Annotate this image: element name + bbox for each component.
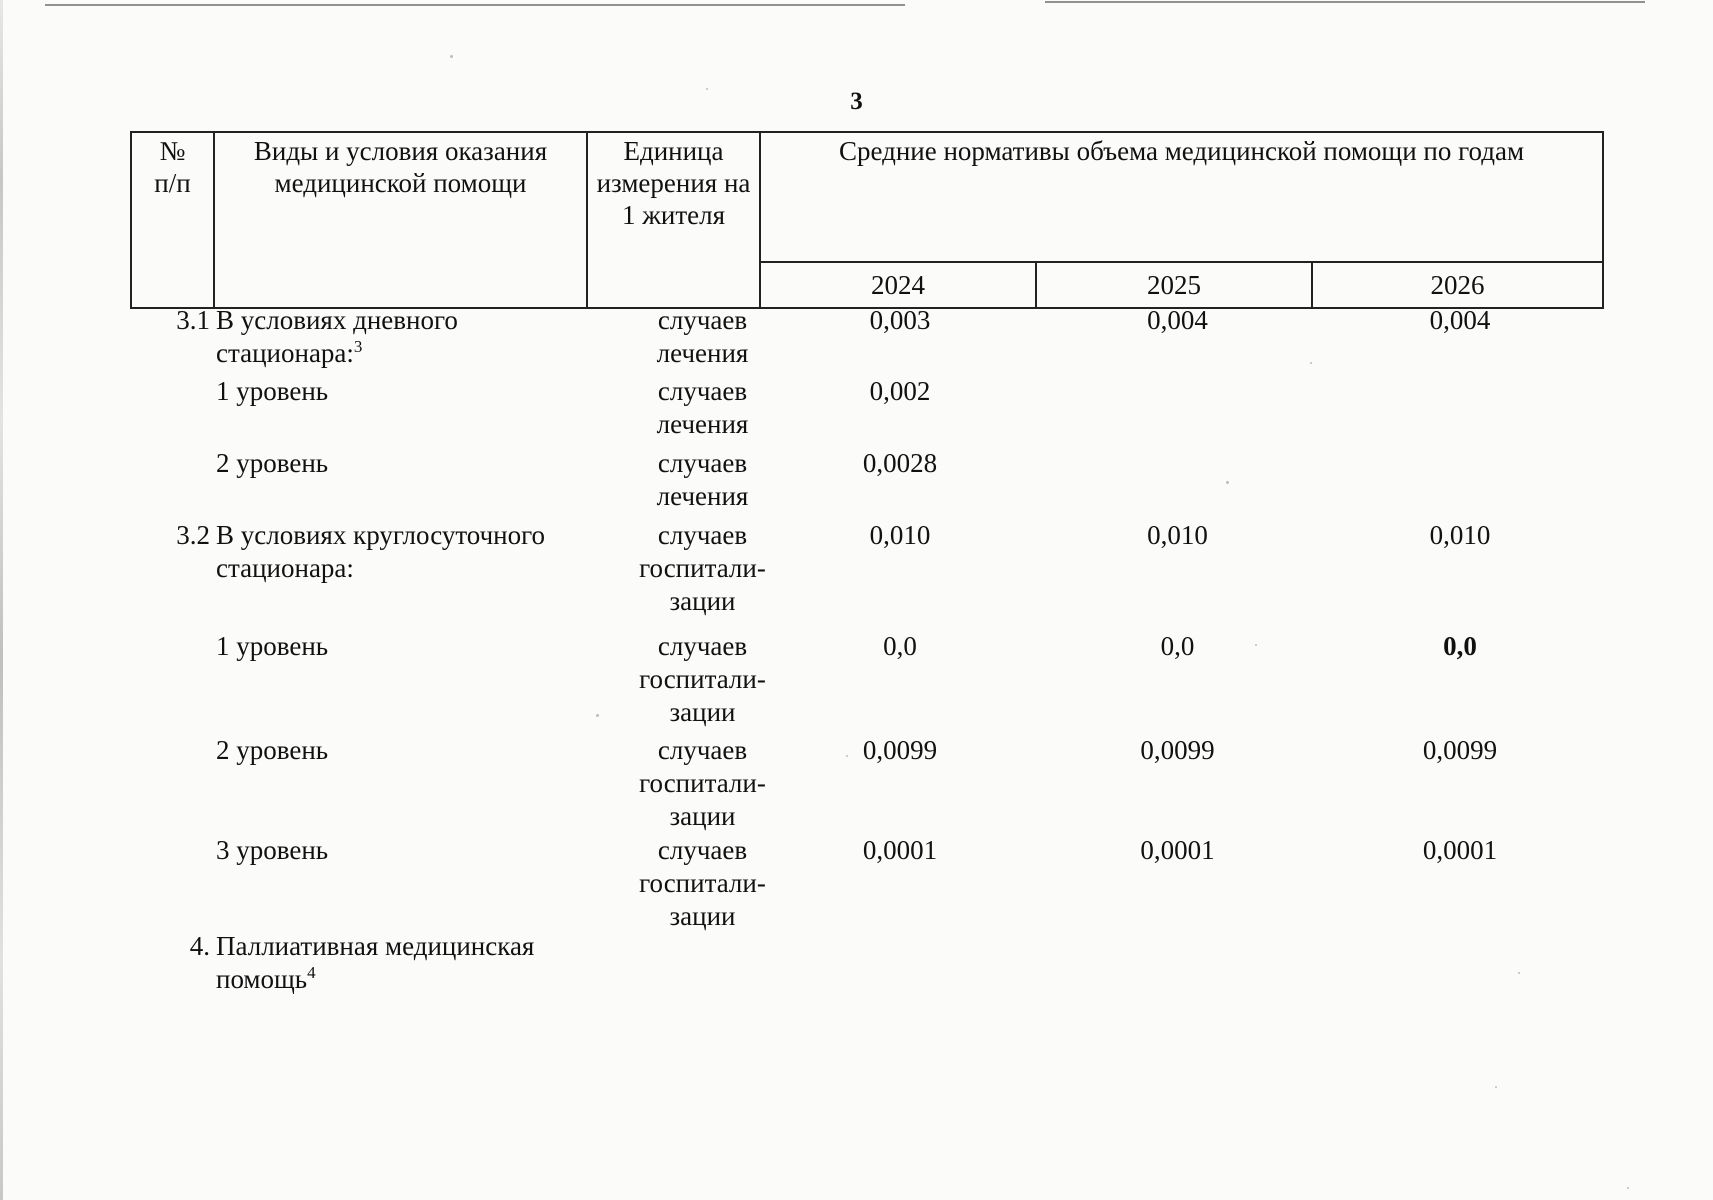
row-kind: [216, 304, 596, 370]
row-unit-line2: лечения: [656, 481, 749, 511]
table-row: [130, 734, 1602, 834]
row-unit-line1: случаев: [657, 376, 748, 406]
table-row: [130, 519, 1602, 630]
table-row: [130, 304, 1602, 375]
row-value-2025: 0,010: [1147, 520, 1208, 550]
row-value-2024: 0,010: [869, 520, 931, 550]
row-value-2024: 0,0028: [862, 448, 938, 478]
scan-speck: [1226, 481, 1229, 484]
scan-speck: [596, 714, 599, 717]
row-unit-line2: госпитали-: [639, 868, 766, 898]
page-number: 3: [850, 88, 863, 115]
row-kind-line1: В условиях дневного: [216, 305, 458, 335]
row-number: 3.2: [176, 520, 210, 550]
table-row: [130, 930, 1602, 1002]
row-kind: 2 уровень: [216, 735, 329, 765]
scan-speck: [1518, 972, 1520, 974]
row-number: 3.1: [176, 305, 210, 335]
table-body: [130, 304, 1602, 1002]
row-unit-line3: зации: [669, 586, 736, 616]
row-unit-line1: случаев: [657, 631, 748, 661]
row-value-2025: 0,0001: [1140, 835, 1215, 865]
header-number: [131, 132, 214, 308]
row-unit-line2: госпитали-: [639, 553, 766, 583]
row-kind-line2-text: помощь: [216, 964, 308, 994]
scan-speck: [706, 88, 708, 90]
table-row: [130, 630, 1602, 734]
row-value-2026: 0,0: [1443, 631, 1477, 661]
row-kind-line2-text: стационара:: [216, 338, 354, 368]
scan-top-line: [45, 4, 905, 6]
table-row: [130, 834, 1602, 930]
row-kind-line2: [216, 337, 596, 370]
row-value-2026: 0,0001: [1422, 835, 1498, 865]
header-kind-line2: медицинской помощи: [274, 168, 527, 198]
row-unit-line1: случаев: [657, 448, 748, 478]
row-kind: 1 уровень: [216, 376, 329, 406]
header-number-line1: №: [159, 136, 186, 166]
row-value-2026: 0,0099: [1422, 735, 1498, 765]
scan-speck: [846, 755, 848, 757]
row-number: 4.: [189, 931, 210, 961]
scan-left-edge: [0, 0, 3, 1200]
row-value-2025: 0,0099: [1140, 735, 1215, 765]
row-unit-line2: лечения: [656, 409, 749, 439]
row-value-2025: 0,0: [1160, 631, 1195, 661]
row-unit-line3: зации: [669, 901, 736, 931]
header-year-2025: 2025: [1036, 262, 1312, 308]
scan-speck: [1255, 644, 1257, 646]
header-unit-line2: измерения на: [596, 168, 751, 198]
scan-speck: [450, 55, 453, 58]
footnote-marker: 4: [307, 963, 316, 982]
row-kind-line2: стационара:: [216, 553, 354, 583]
row-value-2024: 0,002: [869, 376, 931, 406]
header-year-2024: 2024: [760, 262, 1036, 308]
header-norms-title: Средние нормативы объема медицинской помощи по годам: [760, 132, 1603, 262]
table-header: [130, 131, 1604, 309]
header-unit: [587, 132, 760, 308]
footnote-marker: 3: [353, 337, 363, 356]
row-kind: 1 уровень: [216, 631, 329, 661]
row-unit-line2: лечения: [656, 338, 749, 368]
scan-speck: [1310, 362, 1312, 364]
table-row: [130, 375, 1602, 447]
row-unit-line2: госпитали-: [639, 768, 766, 798]
scan-speck: [1495, 1086, 1497, 1088]
header-number-line2: п/п: [154, 168, 191, 198]
header-year-2026: 2026: [1312, 262, 1603, 308]
table-row: [130, 447, 1602, 519]
scan-top-line-right: [1045, 1, 1165, 3]
row-unit-line3: зации: [669, 801, 736, 831]
row-value-2026: 0,004: [1429, 305, 1491, 335]
scan-top-line-far-right: [1165, 1, 1645, 3]
row-unit-line2: госпитали-: [639, 664, 766, 694]
row-value-2024: 0,0: [883, 631, 917, 661]
row-unit-line3: зации: [669, 697, 736, 727]
header-unit-line3: 1 жителя: [621, 200, 726, 230]
row-value-2024: 0,0099: [862, 735, 938, 765]
row-value-2024: 0,003: [869, 305, 931, 335]
row-kind-line1: В условиях круглосуточного: [216, 520, 545, 550]
row-kind: [216, 930, 596, 996]
row-value-2025: 0,004: [1147, 305, 1208, 335]
row-unit-line1: случаев: [657, 735, 748, 765]
row-value-2024: 0,0001: [862, 835, 938, 865]
row-kind: [216, 519, 596, 585]
row-unit-line1: случаев: [657, 305, 748, 335]
row-value-2026: 0,010: [1429, 520, 1491, 550]
scan-speck: [1627, 1187, 1629, 1189]
header-kind-line1: Виды и условия оказания: [253, 136, 548, 166]
row-kind: 2 уровень: [216, 448, 329, 478]
row-unit-line1: случаев: [657, 835, 748, 865]
header-unit-line1: Единица: [623, 136, 724, 166]
row-unit-line1: случаев: [657, 520, 748, 550]
row-kind-line2: [216, 963, 596, 996]
header-kind: [214, 132, 587, 308]
row-kind: 3 уровень: [216, 835, 329, 865]
row-kind-line1: Паллиативная медицинская: [216, 931, 535, 961]
